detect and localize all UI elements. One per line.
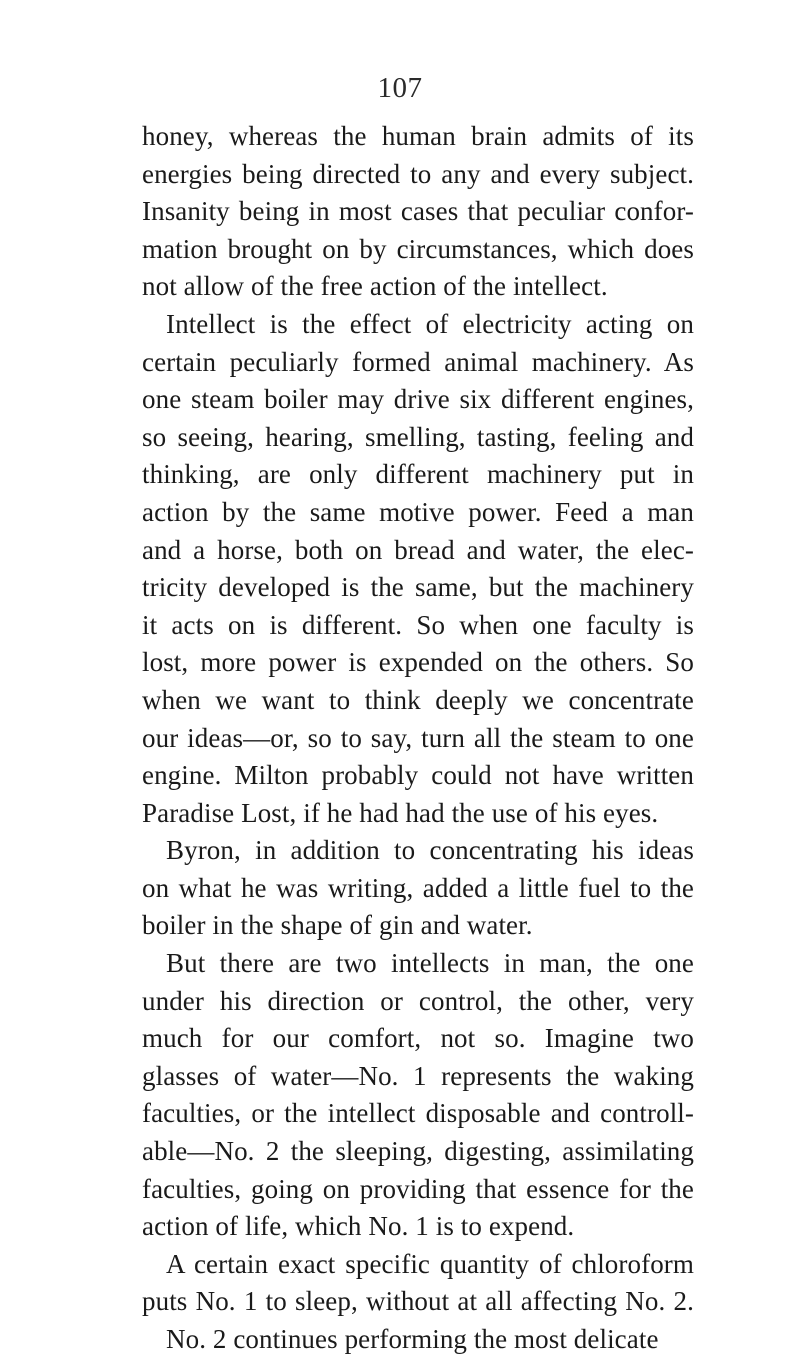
text-line: engine. Milton probably could not have written [142, 760, 694, 791]
text-line: faculties, or the intellect disposable and controll- [142, 1098, 694, 1129]
text-line: it acts on is different. So when one faculty is [142, 609, 694, 640]
text-line: our ideas—or, so to say, turn all the steam to one [142, 722, 694, 753]
text-line: No. 2 continues performing the most delicate [166, 1324, 659, 1354]
text-line: lost, more power is expended on the others. So [142, 647, 694, 678]
text-line: under his direction or control, the other, very [142, 985, 694, 1016]
text-line: energies being directed to any and every subject. [142, 158, 694, 189]
page-number: 107 [377, 72, 423, 104]
text-line: mation brought on by circumstances, which does [142, 233, 694, 264]
text-line: certain peculiarly formed animal machinery. As [142, 346, 694, 377]
text-line: Byron, in addition to concentrating his ideas [166, 835, 694, 866]
text-line: action of life, which No. 1 is to expend. [142, 1211, 575, 1242]
text-line: Paradise Lost, if he had had the use of his eyes. [142, 797, 659, 828]
text-line: honey, whereas the human brain admits of its [142, 121, 694, 151]
text-line: able—No. 2 the sleeping, digesting, assimilating [142, 1136, 694, 1167]
text-line: on what he was writing, added a little fuel to the [142, 872, 694, 903]
text-line: glasses of water—No. 1 represents the waking [142, 1060, 694, 1091]
text-line: faculties, going on providing that essence for the [142, 1173, 694, 1204]
text-line: when we want to think deeply we concentrate [142, 684, 694, 715]
text-line: tricity developed is the same, but the machinery [142, 572, 694, 603]
text-line: A certain exact specific quantity of chloroform [166, 1248, 694, 1279]
text-line: and a horse, both on bread and water, the elec- [142, 534, 694, 565]
text-line: not allow of the free action of the intellect. [142, 271, 608, 302]
text-line: action by the same motive power. Feed a man [142, 496, 694, 527]
text-line: much for our comfort, not so. Imagine two [142, 1023, 694, 1054]
text-line: so seeing, hearing, smelling, tasting, feeling and [142, 421, 694, 452]
body-text [142, 118, 694, 1359]
text-line: one steam boiler may drive six different engines, [142, 384, 694, 415]
text-line: Intellect is the effect of electricity acting on [166, 308, 694, 339]
text-line: thinking, are only different machinery put in [142, 459, 694, 490]
text-line: Insanity being in most cases that peculiar confor- [142, 196, 694, 227]
text-line: puts No. 1 to sleep, without at all affecting No. 2. [142, 1286, 694, 1317]
text-line: boiler in the shape of gin and water. [142, 910, 533, 941]
text-line: But there are two intellects in man, the one [166, 948, 694, 979]
